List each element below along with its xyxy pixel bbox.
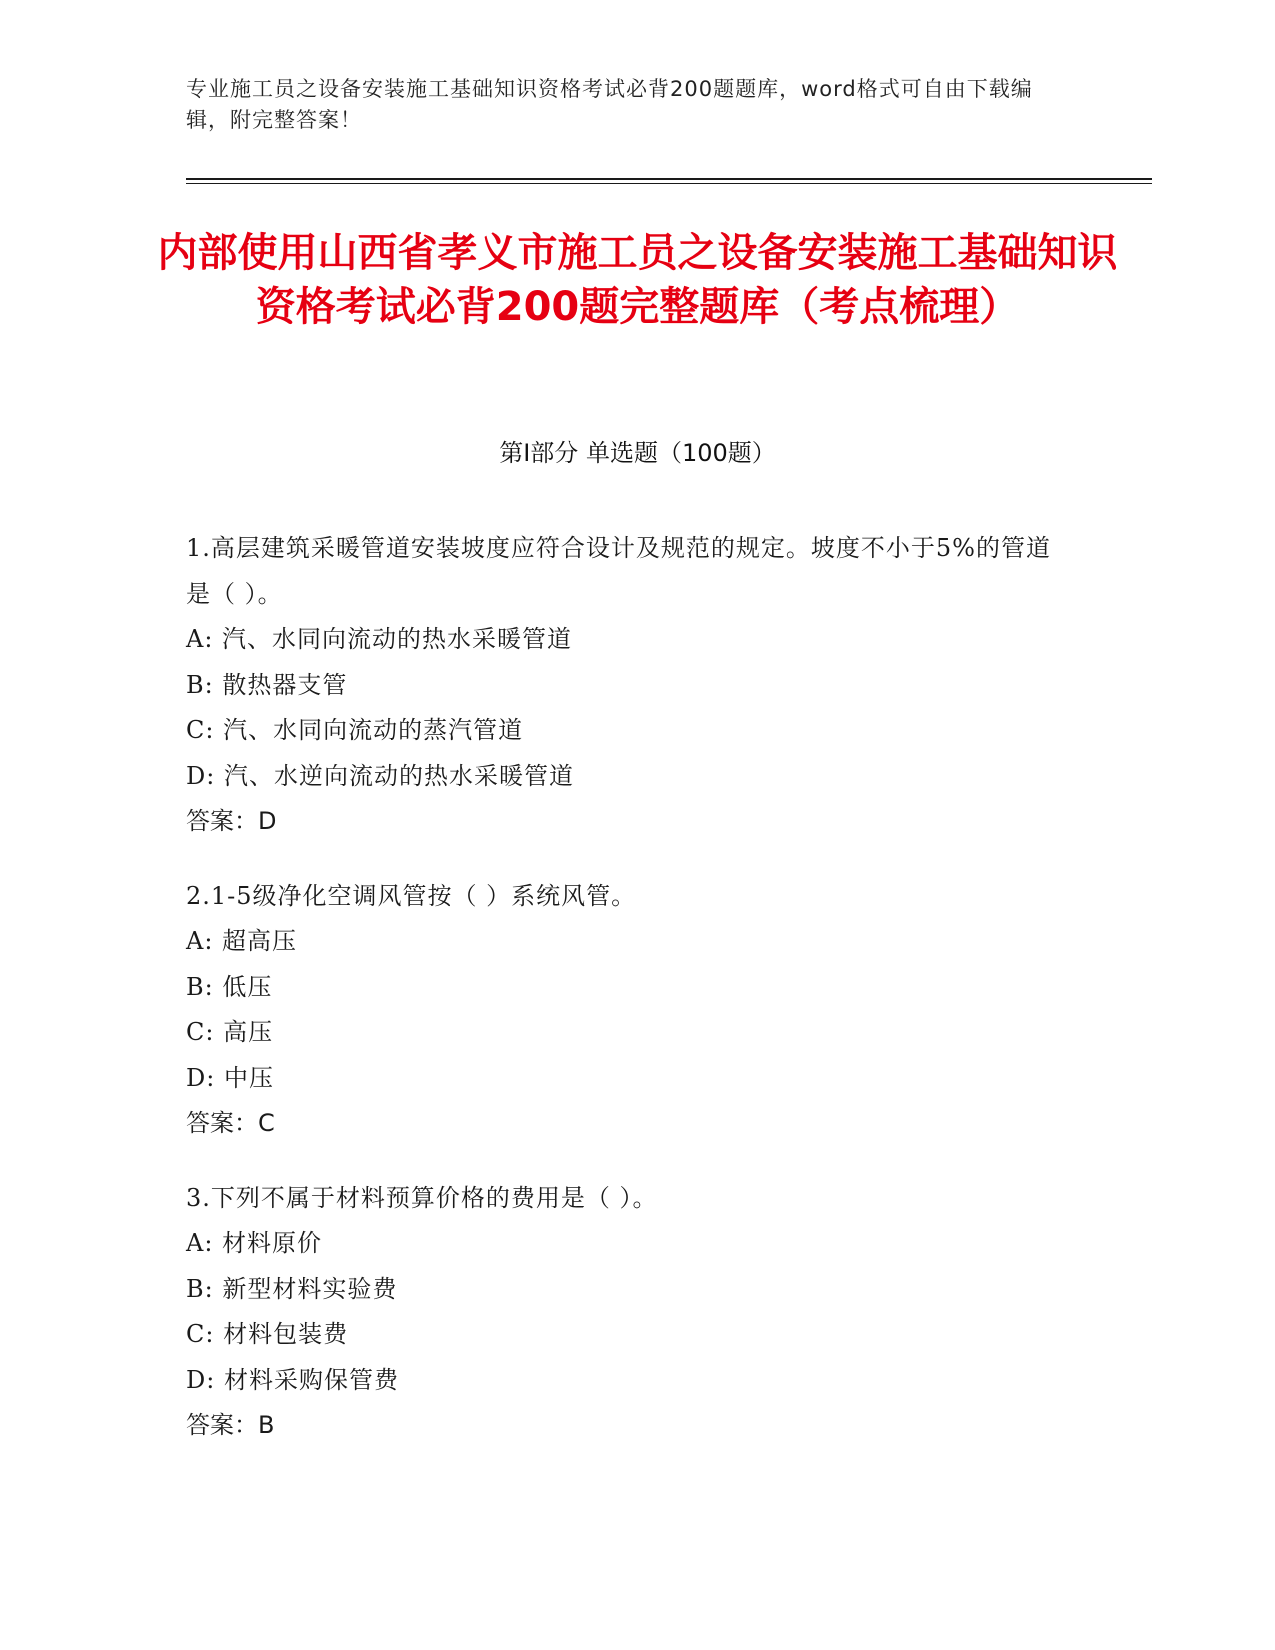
option-d: D: 汽、水逆向流动的热水采暖管道 [186,761,574,790]
section-heading: 第I部分 单选题（100题） [499,439,776,467]
question-stem: 1.高层建筑采暖管道安装坡度应符合设计及规范的规定。坡度不小于5%的管道是（ ）。 [186,534,1051,608]
header-divider-thin [186,183,1152,184]
header-divider-thick [186,178,1152,180]
option-b: B: 低压 [186,972,273,1001]
question-1 [186,526,1066,845]
answer: 答案：C [186,1109,275,1137]
option-c: C: 高压 [186,1018,274,1046]
option-a: A: 材料原价 [186,1229,323,1257]
header-note: 专业施工员之设备安装施工基础知识资格考试必背200题题库，word格式可自由下载编辑，附完整答案！ [186,77,1033,132]
question-2 [186,874,1066,1147]
question-stem: 3.下列不属于材料预算价格的费用是（ ）。 [186,1183,658,1212]
question-stem: 2.1-5级净化空调风管按（ ）系统风管。 [186,881,637,910]
option-c: C: 汽、水同向流动的蒸汽管道 [186,716,524,744]
question-3 [186,1176,1066,1449]
answer: 答案：B [186,1411,275,1439]
answer: 答案：D [186,807,277,835]
option-d: D: 材料采购保管费 [186,1365,399,1394]
option-a: A: 汽、水同向流动的热水采暖管道 [186,625,573,653]
option-d: D: 中压 [186,1063,274,1092]
document-title: 内部使用山西省孝义市施工员之设备安装施工基础知识资格考试必背200题完整题库（考点梳理） [157,230,1118,330]
option-c: C: 材料包装费 [186,1320,349,1348]
option-a: A: 超高压 [186,927,298,955]
option-b: B: 散热器支管 [186,670,348,699]
option-b: B: 新型材料实验费 [186,1274,398,1303]
question-list [186,526,1066,1478]
